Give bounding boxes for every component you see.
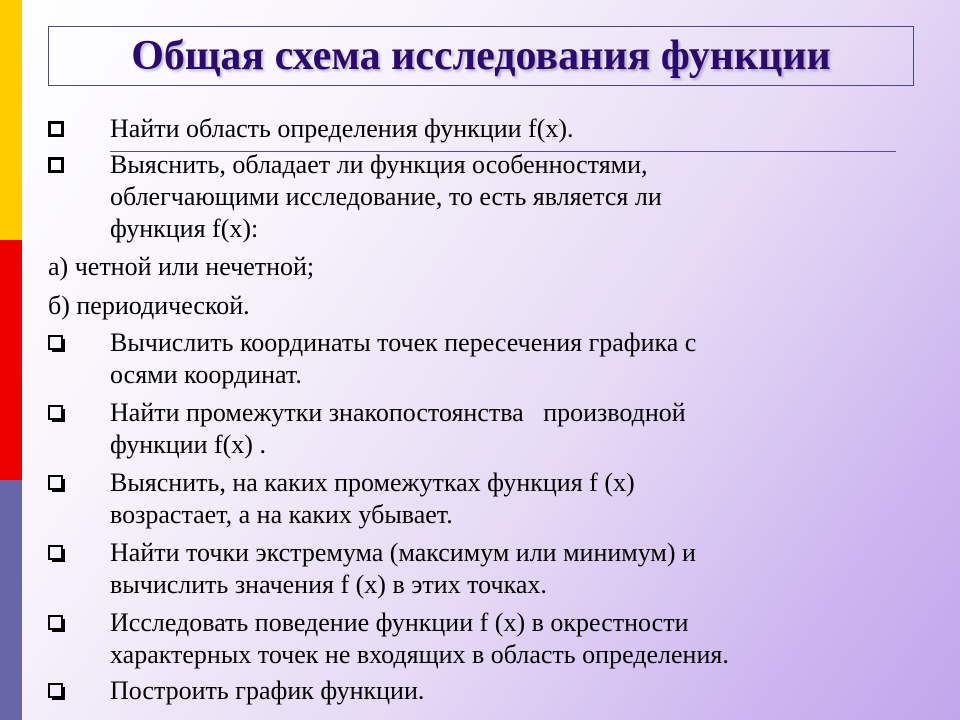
sub-item-b: б) периодической. — [48, 291, 250, 320]
left-accent-bar — [0, 0, 22, 720]
shadow-box-bullet-icon — [48, 405, 63, 420]
accent-bar-red — [0, 240, 22, 480]
item-8-line-1: Построить график функции. — [110, 676, 425, 705]
item-3-line-1: Вычислить координаты точек пересечения графика с — [110, 328, 697, 357]
item-6-line-2: вычислить значения f (x) в этих точках. — [110, 570, 547, 599]
slide-title: Общая схема исследования функции — [131, 33, 831, 79]
shadow-box-bullet-icon — [48, 545, 63, 560]
item-7-line-2: характерных точек не входящих в область определения. — [110, 640, 729, 669]
item-7-line-1: Исследовать поведение функции f (x) в окрестности — [110, 608, 689, 637]
shadow-box-bullet-icon — [48, 335, 63, 350]
shadow-box-bullet-icon — [48, 683, 63, 698]
filled-square-bullet-icon — [48, 157, 64, 173]
title-frame — [48, 26, 914, 86]
item-1-line-1: Найти область определения функции f(x). — [110, 114, 574, 143]
item-4-line-2: функции f(x) . — [110, 430, 266, 459]
accent-bar-yellow — [0, 0, 22, 240]
item-2-line-3: функция f(x): — [110, 214, 259, 243]
shadow-box-bullet-icon — [48, 615, 63, 630]
sub-item-a: а) четной или нечетной; — [48, 252, 315, 281]
accent-bar-slate — [0, 480, 22, 720]
item-5-line-1: Выяснить, на каких промежутках функция f (x) — [110, 468, 635, 497]
shadow-box-bullet-icon — [48, 475, 63, 490]
item-6-line-1: Найти точки экстремума (максимум или минимум) и — [110, 538, 696, 567]
item-5-line-2: возрастает, а на каких убывает. — [110, 500, 453, 529]
item-2-line-1: Выяснить, обладает ли функция особенностями, — [110, 150, 648, 179]
item-3-line-2: осями координат. — [110, 360, 302, 389]
item-4-line-1: Найти промежутки знакопостоянства производной — [110, 398, 686, 427]
item-2-line-2: облегчающими исследование, то есть является ли — [110, 182, 662, 211]
filled-square-bullet-icon — [48, 121, 64, 137]
